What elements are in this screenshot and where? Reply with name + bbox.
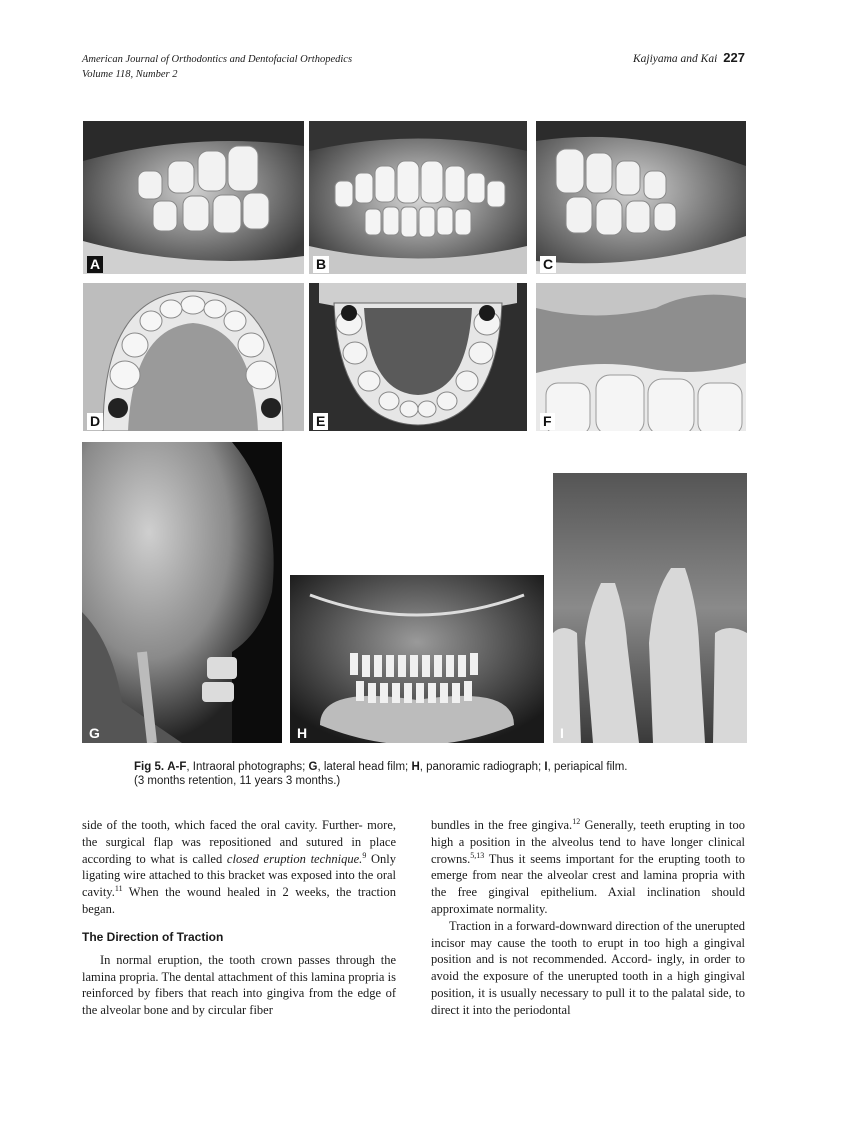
body-column-right <box>431 817 745 1019</box>
caption-ref-g: G <box>308 761 318 773</box>
caption-fig-number: Fig 5. <box>134 761 165 773</box>
body-text: Only ligating wire attached to this bracket was exposed into the oral cavity. <box>82 851 396 900</box>
caption-line-2: (3 months retention, 11 years 3 months.) <box>134 775 341 787</box>
paragraph <box>82 817 396 918</box>
caption-text: , panoramic radiograph; <box>419 761 545 773</box>
figure-caption <box>134 760 754 788</box>
figure-panel-i <box>553 473 747 743</box>
panel-label: C <box>540 256 556 273</box>
figure-panel-d <box>83 283 304 431</box>
caption-text: , Intraoral photographs; <box>186 761 309 773</box>
paragraph: In normal eruption, the tooth crown passes through the lamina propria. The dental attachment of this lamina propria is reinforced by fibers that reach into gingiva from the edge of the alveolar bone and by circular fiber <box>82 952 396 1018</box>
panel-label: H <box>297 725 308 741</box>
panel-label: I <box>560 725 564 741</box>
body-text: Generally, teeth erupting in too high a position in the alveolus tend to have longer clinical crowns. <box>431 818 745 866</box>
citation-ref: 12 <box>572 817 581 826</box>
intraoral-right-lateral-photo-icon <box>83 121 304 274</box>
body-text: bundles in the free gingiva. <box>431 818 573 832</box>
author-names: Kajiyama and Kai <box>632 53 718 65</box>
running-header-journal <box>82 52 352 82</box>
panoramic-radiograph-icon <box>290 575 544 743</box>
intraoral-left-lateral-photo-icon <box>536 121 746 274</box>
paragraph <box>431 817 745 918</box>
body-text: Thus it seems important for the erupting tooth to emerge from near the alveolar crest and lamina propria with the free gingival epithelium. Axial inclination should approximate normality. <box>431 851 745 916</box>
body-column-left <box>82 817 396 1019</box>
panel-label: B <box>313 256 329 273</box>
citation-ref: 9 <box>362 850 367 860</box>
panel-label: D <box>87 413 103 430</box>
figure-panel-f <box>536 283 746 431</box>
page-number: 227 <box>723 50 745 65</box>
caption-ref-i: I <box>544 761 548 773</box>
caption-ref-h: H <box>411 761 420 773</box>
caption-line-1 <box>134 760 754 774</box>
mandibular-occlusal-photo-icon <box>309 283 527 431</box>
periapical-radiograph-icon <box>553 473 747 743</box>
figure-panel-g <box>82 442 282 743</box>
panel-label: G <box>89 725 100 741</box>
panel-label: E <box>313 413 328 430</box>
figure-panel-h <box>290 575 544 743</box>
panel-label: F <box>540 413 555 430</box>
maxillary-occlusal-photo-icon <box>83 283 304 431</box>
running-header-right <box>633 50 745 66</box>
caption-ref-a-f: A-F <box>167 761 187 773</box>
paragraph: Traction in a forward-downward direction of the unerupted incisor may cause the tooth to erupt in too high a gingival position and is not recommended. Accord- ingly, in order to avoid the exposure of the unerupted tooth in a high gingival position, it is usually necessary to pull it to the palatal side, to direct it into the periodontal <box>431 918 745 1017</box>
emphasis-term: closed eruption technique. <box>226 851 363 866</box>
caption-text: , periapical film. <box>547 761 628 773</box>
figure-panel-e <box>309 283 527 431</box>
journal-title: American Journal of Orthodontics and Dentofacial Orthopedics <box>82 54 353 65</box>
section-heading: The Direction of Traction <box>82 929 224 944</box>
figure-panel-c <box>536 121 746 274</box>
body-text: When the wound healed in 2 weeks, the traction began. <box>82 885 396 916</box>
panel-label: A <box>87 256 103 273</box>
figure-panel-b <box>309 121 527 274</box>
caption-text: , lateral head film; <box>317 761 412 773</box>
figure-panel-a <box>83 121 304 274</box>
journal-volume: Volume 118, Number 2 <box>82 69 178 80</box>
gingiva-closeup-photo-icon <box>536 283 746 431</box>
lateral-cephalogram-icon <box>82 442 282 743</box>
intraoral-frontal-photo-icon <box>309 121 527 274</box>
citation-ref: 11 <box>114 884 123 894</box>
body-text: side of the tooth, which faced the oral cavity. Further- more, the surgical flap was repositioned and sutured in place according to what is called <box>82 818 396 866</box>
citation-ref: 5,13 <box>470 850 485 860</box>
